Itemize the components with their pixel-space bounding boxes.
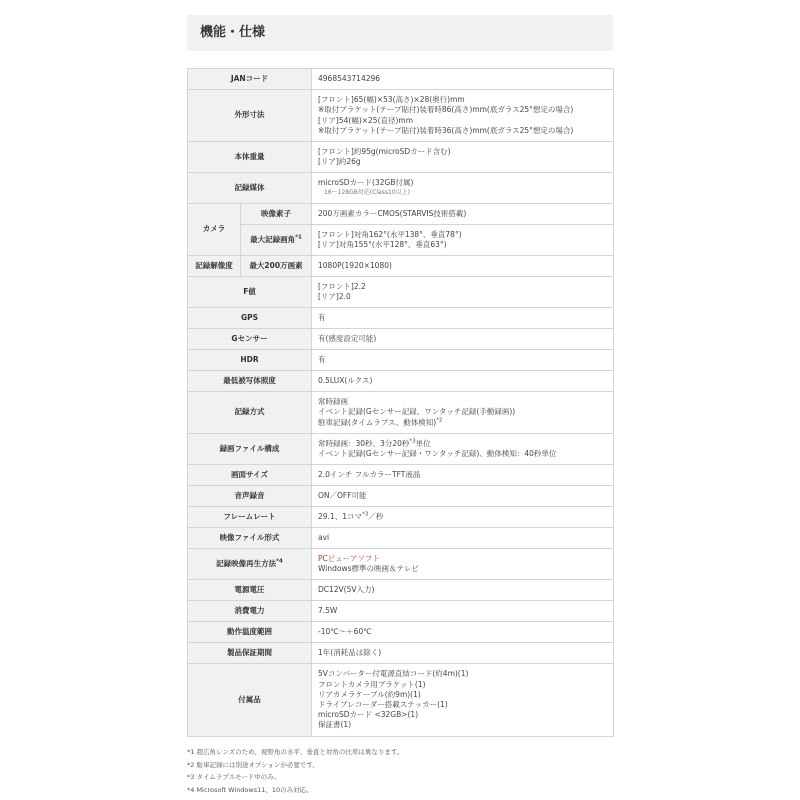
sub-label <box>241 225 312 256</box>
footnote: *2 駐車記録には別途オプションが必要です。 <box>187 760 319 769</box>
row-temp <box>188 622 614 643</box>
value-text: 駐車記録(タイムラプス、動体検知) <box>318 417 437 427</box>
value-line: [フロント]対角162°(水平138°、垂直78°) <box>318 229 462 239</box>
row-label: 記録方式 <box>188 392 312 434</box>
pc-viewer-link[interactable]: PCビューアソフト <box>318 553 380 563</box>
row-value <box>312 507 614 528</box>
row-label: 外形寸法 <box>188 90 312 142</box>
row-value: DC12V(5V入力) <box>312 580 614 601</box>
row-label: 動作温度範囲 <box>188 622 312 643</box>
value-text: ／秒 <box>368 511 384 521</box>
value-line: [リア]2.0 <box>318 292 351 301</box>
row-value <box>312 173 614 204</box>
row-label: 本体重量 <box>188 142 312 173</box>
value-line: [リア]約26g <box>318 157 361 166</box>
row-value: 200万画素カラーCMOS(STARVIS技術搭載) <box>312 204 614 225</box>
value-line <box>318 418 607 428</box>
row-value: 7.5W <box>312 601 614 622</box>
row-gsensor <box>188 329 614 350</box>
value-line: イベント記録(Gセンサー記録、ワンタッチ記録(手動録画)) <box>318 407 516 417</box>
row-playback <box>188 549 614 580</box>
value-text: 29.1、1コマ <box>318 511 362 521</box>
row-label: 電源電圧 <box>188 580 312 601</box>
sub-label-text: 最大記録画角 <box>250 234 296 244</box>
row-label: 記録解像度 <box>188 256 241 277</box>
row-label: カメラ <box>188 204 241 256</box>
value-line: [フロント]約95g(microSDカード含む) <box>318 146 451 156</box>
row-audio <box>188 486 614 507</box>
footnote-mark: *3 <box>361 511 369 518</box>
row-consumption <box>188 601 614 622</box>
row-hdr <box>188 350 614 371</box>
spec-table <box>187 68 614 737</box>
value-line: [フロント]2.2 <box>318 281 366 291</box>
footnote: *1 超広角レンズのため、視野角の水平、垂直と対角の比率は異なります。 <box>187 748 404 756</box>
row-label: 付属品 <box>188 664 312 737</box>
footnote-mark: *4 <box>276 558 283 565</box>
row-value <box>312 225 614 256</box>
row-label: 記録媒体 <box>188 173 312 204</box>
row-resolution <box>188 256 614 277</box>
row-value <box>312 277 614 308</box>
value-line: ※取付ブラケット(テープ貼付)装着時86(高さ)mm(底ガラス25°想定の場合) <box>318 105 574 115</box>
row-value: 4968543714296 <box>312 69 614 90</box>
row-value <box>312 392 614 434</box>
row-value: 0.5LUX(ルクス) <box>312 371 614 392</box>
row-media <box>188 173 614 204</box>
row-label: Gセンサー <box>188 329 312 350</box>
value-line: 保証書(1) <box>318 720 352 730</box>
row-value: 1080P(1920×1080) <box>312 256 614 277</box>
row-value: 1年(消耗品は除く) <box>312 643 614 664</box>
row-value: 有(感度設定可能) <box>312 329 614 350</box>
row-label: 録画ファイル構成 <box>188 434 312 465</box>
row-weight <box>188 142 614 173</box>
footnote-mark: *2 <box>436 417 443 424</box>
row-label: 音声録音 <box>188 486 312 507</box>
row-file-struct <box>188 434 614 465</box>
row-rec-method <box>188 392 614 434</box>
footnote: *4 Microsoft Windows11、10のみ対応。 <box>187 785 313 794</box>
row-value: ON／OFF可能 <box>312 486 614 507</box>
row-label: F値 <box>188 277 312 308</box>
row-value: 有 <box>312 308 614 329</box>
row-value <box>312 664 614 737</box>
row-power-supply <box>188 580 614 601</box>
row-value <box>312 142 614 173</box>
row-screen <box>188 465 614 486</box>
row-camera-sensor <box>188 204 614 225</box>
footnotes <box>187 746 613 796</box>
value-line: イベント記録(Gセンサー記録・ワンタッチ記録)、動体検知：40秒単位 <box>318 449 557 458</box>
value-line: 5Vコンバーター付電源直結コード(約4m)(1) <box>318 669 469 679</box>
value-text: 常時録画：30秒、3分20秒 <box>318 438 410 448</box>
row-camera-angle <box>188 225 614 256</box>
row-framerate <box>188 507 614 528</box>
row-value: avi <box>312 528 614 549</box>
row-jan <box>188 69 614 90</box>
row-fnum <box>188 277 614 308</box>
value-line: microSDカード <32GB>(1) <box>318 710 419 720</box>
row-value <box>312 549 614 580</box>
value-line: [リア]54(幅)×25(直径)mm <box>318 115 414 125</box>
row-warranty <box>188 643 614 664</box>
row-value <box>312 434 614 465</box>
row-value: 有 <box>312 350 614 371</box>
row-label: GPS <box>188 308 312 329</box>
row-gps <box>188 308 614 329</box>
row-label: 画面サイズ <box>188 465 312 486</box>
row-label <box>188 549 312 580</box>
row-accessories <box>188 664 614 737</box>
value-note: 16～128GB対応(Class10以上) <box>324 189 410 196</box>
value-line: [リア]対角155°(水平128°、垂直63°) <box>318 240 447 249</box>
row-value: -10℃～＋60℃ <box>312 622 614 643</box>
footnote-mark: *1 <box>295 234 302 241</box>
sub-label: 最大200万画素 <box>241 256 312 277</box>
row-label-text: 記録映像再生方法 <box>216 558 277 568</box>
row-label: 最低被写体照度 <box>188 371 312 392</box>
value-line: ※取付ブラケット(テープ貼付)装着時36(高さ)mm(底ガラス25°想定の場合) <box>318 125 574 135</box>
value-text: 単位 <box>415 438 431 448</box>
value-line: Windows標準の映画＆テレビ <box>318 564 419 573</box>
row-label: 映像ファイル形式 <box>188 528 312 549</box>
row-label: HDR <box>188 350 312 371</box>
value-line: ドライブレコーダー搭載ステッカー(1) <box>318 700 448 709</box>
footnote: *3 タイムラプスモード中のみ。 <box>187 773 281 781</box>
row-format <box>188 528 614 549</box>
row-label: 消費電力 <box>188 601 312 622</box>
value-line <box>318 439 607 449</box>
value-line: 常時録画 <box>318 397 348 407</box>
value-line: リアカメラケーブル(約9m)(1) <box>318 689 421 699</box>
value-line: フロントカメラ用ブラケット(1) <box>318 679 426 689</box>
page-title: 機能・仕様 <box>200 25 266 40</box>
row-value <box>312 90 614 142</box>
value-line: [フロント]65(幅)×53(高さ)×28(奥行)mm <box>318 95 465 105</box>
sub-label: 映像素子 <box>241 204 312 225</box>
footnote-mark: *3 <box>409 438 416 445</box>
row-value: 2.0インチ フルカラーTFT液晶 <box>312 465 614 486</box>
row-lux <box>188 371 614 392</box>
row-label: JANコード <box>188 69 312 90</box>
row-label: フレームレート <box>188 507 312 528</box>
value-line: microSDカード(32GB付属) <box>318 177 414 187</box>
title-bar <box>187 15 613 51</box>
row-dims <box>188 90 614 142</box>
row-label: 製品保証期間 <box>188 643 312 664</box>
